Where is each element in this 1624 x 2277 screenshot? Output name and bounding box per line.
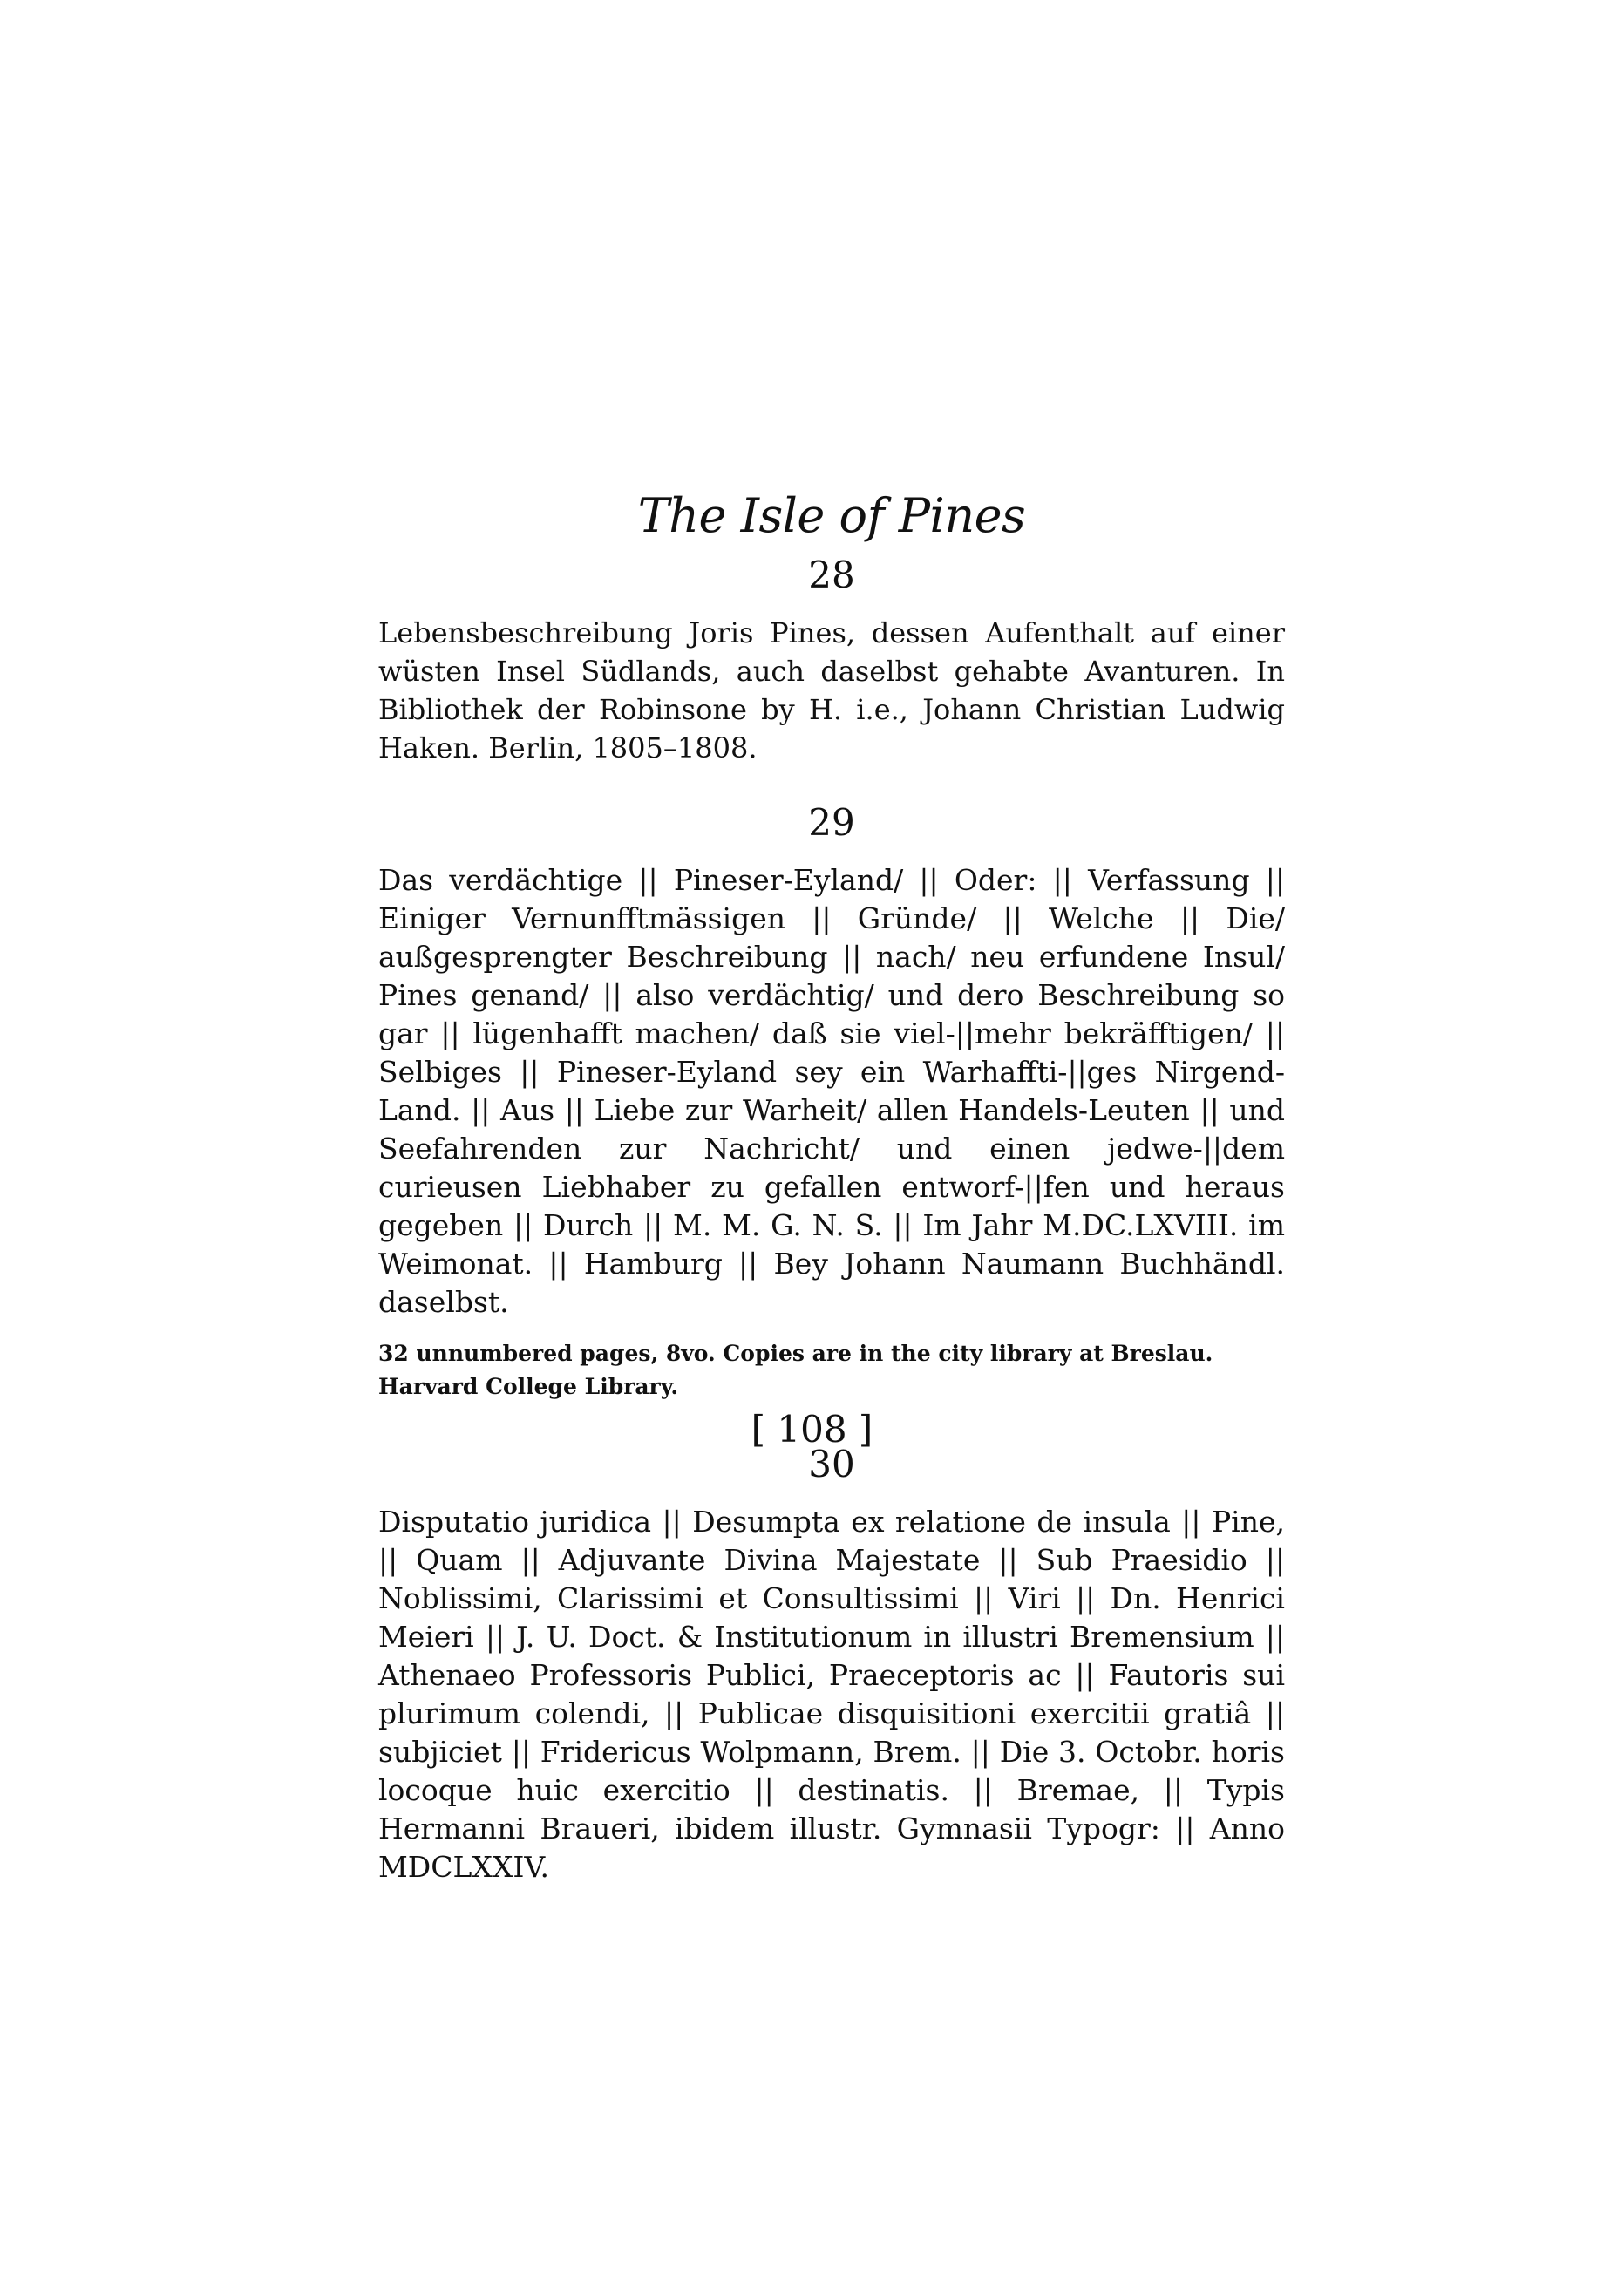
running-head: The Isle of Pines: [637, 488, 1026, 543]
page-number: [ 108 ]: [751, 1408, 873, 1451]
entry-text-29: Das verdächtige || Pineser-Eyland/ || Oder: || Verfassung || Einiger Vernunfftmässigen || Gründe/ || Welche || Die/ außgesprengter Beschreibung || nach/ neu erfundene Insul/ Pines genand/ || also verdächtig/ und dero Beschreibung so gar || lügenhafft machen/ daß sie viel-||mehr bekräfftigen/ || Selbiges || Pineser-Eyland sey ein Warhaffti-||ges Nirgend-Land. || Aus || Liebe zur Warheit/ allen Handels-Leuten || und Seefahrenden zur Nachricht/ und einen jedwe-||dem curieusen Liebhaber zu gefallen entworf-||fen und heraus gegeben || Durch || M. M. G. N. S. || Im Jahr M.DC.LXVIII. im Weimonat. || Hamburg || Bey Johann Naumann Buchhändl. daselbst.: [378, 863, 1285, 1319]
entry-number-30: 30: [808, 1443, 855, 1485]
entry-text-28: Lebensbeschreibung Joris Pines, dessen Aufenthalt auf einer wüsten Insel Südlands, auch daselbst gehabte Avanturen. In Bibliothek der Robinsone by H. i.e., Johann Christian Ludwig Haken. Berlin, 1805–1808.: [378, 616, 1285, 765]
entry-number-28: 28: [808, 554, 855, 596]
entry-text-30: Disputatio juridica || Desumpta ex relatione de insula || Pine, || Quam || Adjuvante Divina Majestate || Sub Praesidio || Noblissimi, Clarissimi et Consultissimi || Viri || Dn. Henrici Meieri || J. U. Doct. & Institutionum in illustri Bremensium || Athenaeo Professoris Publici, Praeceptoris ac || Fautoris sui plurimum colendi, || Publicae disquisitioni exercitii gratiâ || subjiciet || Fridericus Wolpmann, Brem. || Die 3. Octobr. horis locoque huic exercitio || destinatis. || Bremae, || Typis Hermanni Braueri, ibidem illustr. Gymnasii Typogr: || Anno MDCLXXIV.: [378, 1505, 1285, 1884]
entry-note-29: 32 unnumbered pages, 8vo. Copies are in the city library at Breslau. Harvard College Library.: [378, 1341, 1213, 1399]
book-page: [378, 488, 1285, 1886]
entry-number-29: 29: [808, 801, 855, 844]
